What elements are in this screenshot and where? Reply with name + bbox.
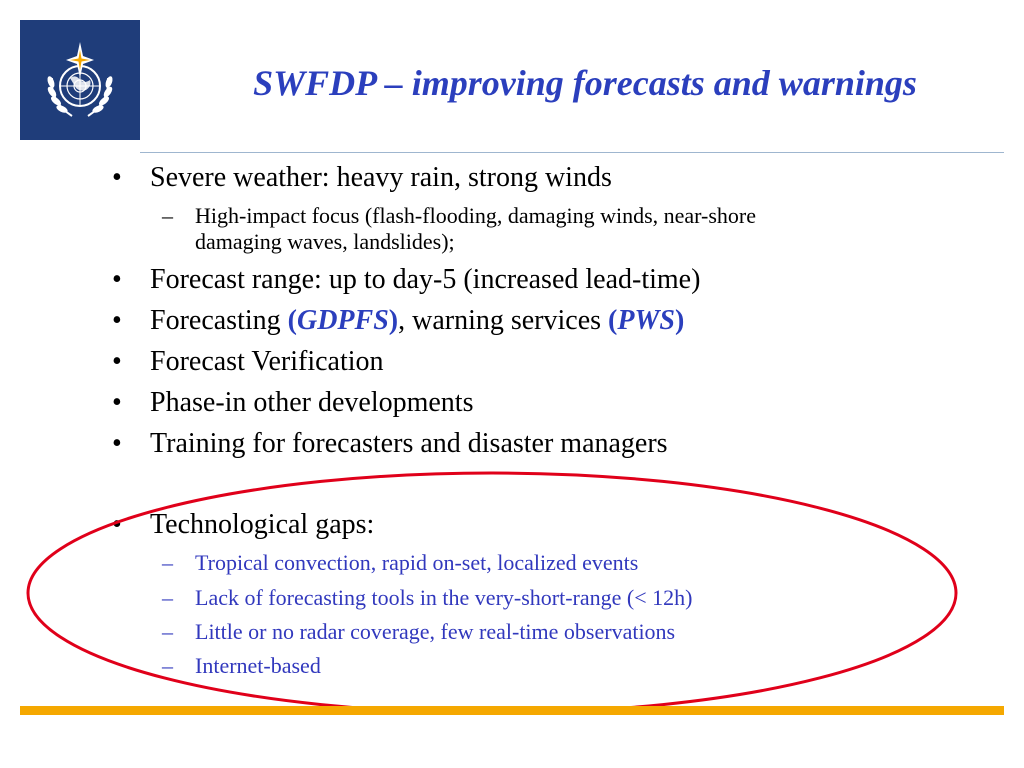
bullet-severe-weather: [112, 162, 612, 194]
sub-text-line2: damaging waves, landslides);: [195, 229, 455, 254]
bullet-forecast-range: [112, 264, 700, 296]
bullet-verification: [112, 346, 384, 378]
paren-open: (: [608, 305, 618, 336]
gdpfs-text: GDPFS: [296, 305, 389, 336]
bullet-text: Technological gaps:: [150, 509, 375, 540]
pws-text: PWS: [617, 305, 675, 336]
sub-high-impact: [162, 203, 756, 255]
gdpfs-label: [288, 305, 398, 336]
gap-text: Little or no radar coverage, few real-time observations: [195, 619, 676, 644]
bullet-text: Phase-in other developments: [150, 387, 474, 418]
gap-item: [162, 585, 692, 611]
gap-text: Lack of forecasting tools in the very-short-range (< 12h): [195, 585, 693, 610]
bottom-accent-bar: [20, 706, 1004, 715]
paren-close: ): [388, 305, 399, 336]
gap-item: [162, 550, 638, 576]
bullet-marker: •: [112, 387, 122, 418]
bullet-technological-gaps: [112, 509, 374, 541]
paren-open: (: [287, 305, 297, 336]
slide-title: SWFDP – improving forecasts and warnings: [253, 63, 917, 103]
bullet-marker: •: [112, 162, 122, 193]
dash-marker: –: [162, 203, 173, 228]
dash-marker: –: [162, 585, 173, 610]
gap-item: [162, 653, 321, 679]
dash-marker: –: [162, 619, 173, 644]
wmo-emblem-icon: [20, 20, 140, 140]
bullet-marker: •: [112, 305, 122, 336]
bullet-text: Forecast range: up to day-5 (increased lead-time): [150, 264, 701, 295]
wmo-logo: [20, 20, 140, 140]
bullet-text: Severe weather: heavy rain, strong winds: [150, 162, 612, 193]
bullet-text-forecasting: Forecasting: [150, 305, 288, 336]
bullet-forecasting: [112, 305, 684, 337]
gap-item: [162, 619, 675, 645]
bullet-training: [112, 428, 668, 460]
pws-label: [608, 305, 684, 336]
bullet-text: Forecast Verification: [150, 346, 384, 377]
bullet-marker: •: [112, 346, 122, 377]
paren-close: ): [674, 305, 685, 336]
title-divider: [140, 152, 1004, 153]
dash-marker: –: [162, 653, 173, 678]
bullet-marker: •: [112, 264, 122, 295]
bullet-text: Training for forecasters and disaster managers: [150, 428, 668, 459]
gap-text: Internet-based: [195, 653, 321, 678]
gap-text: Tropical convection, rapid on-set, localized events: [195, 550, 639, 575]
bullet-marker: •: [112, 428, 122, 459]
sub-text-line1: High-impact focus (flash-flooding, damaging winds, near-shore: [195, 203, 757, 228]
dash-marker: –: [162, 550, 173, 575]
bullet-marker: •: [112, 509, 122, 540]
bullet-phase-in: [112, 387, 473, 419]
bullet-text-warning: , warning services: [398, 305, 609, 336]
